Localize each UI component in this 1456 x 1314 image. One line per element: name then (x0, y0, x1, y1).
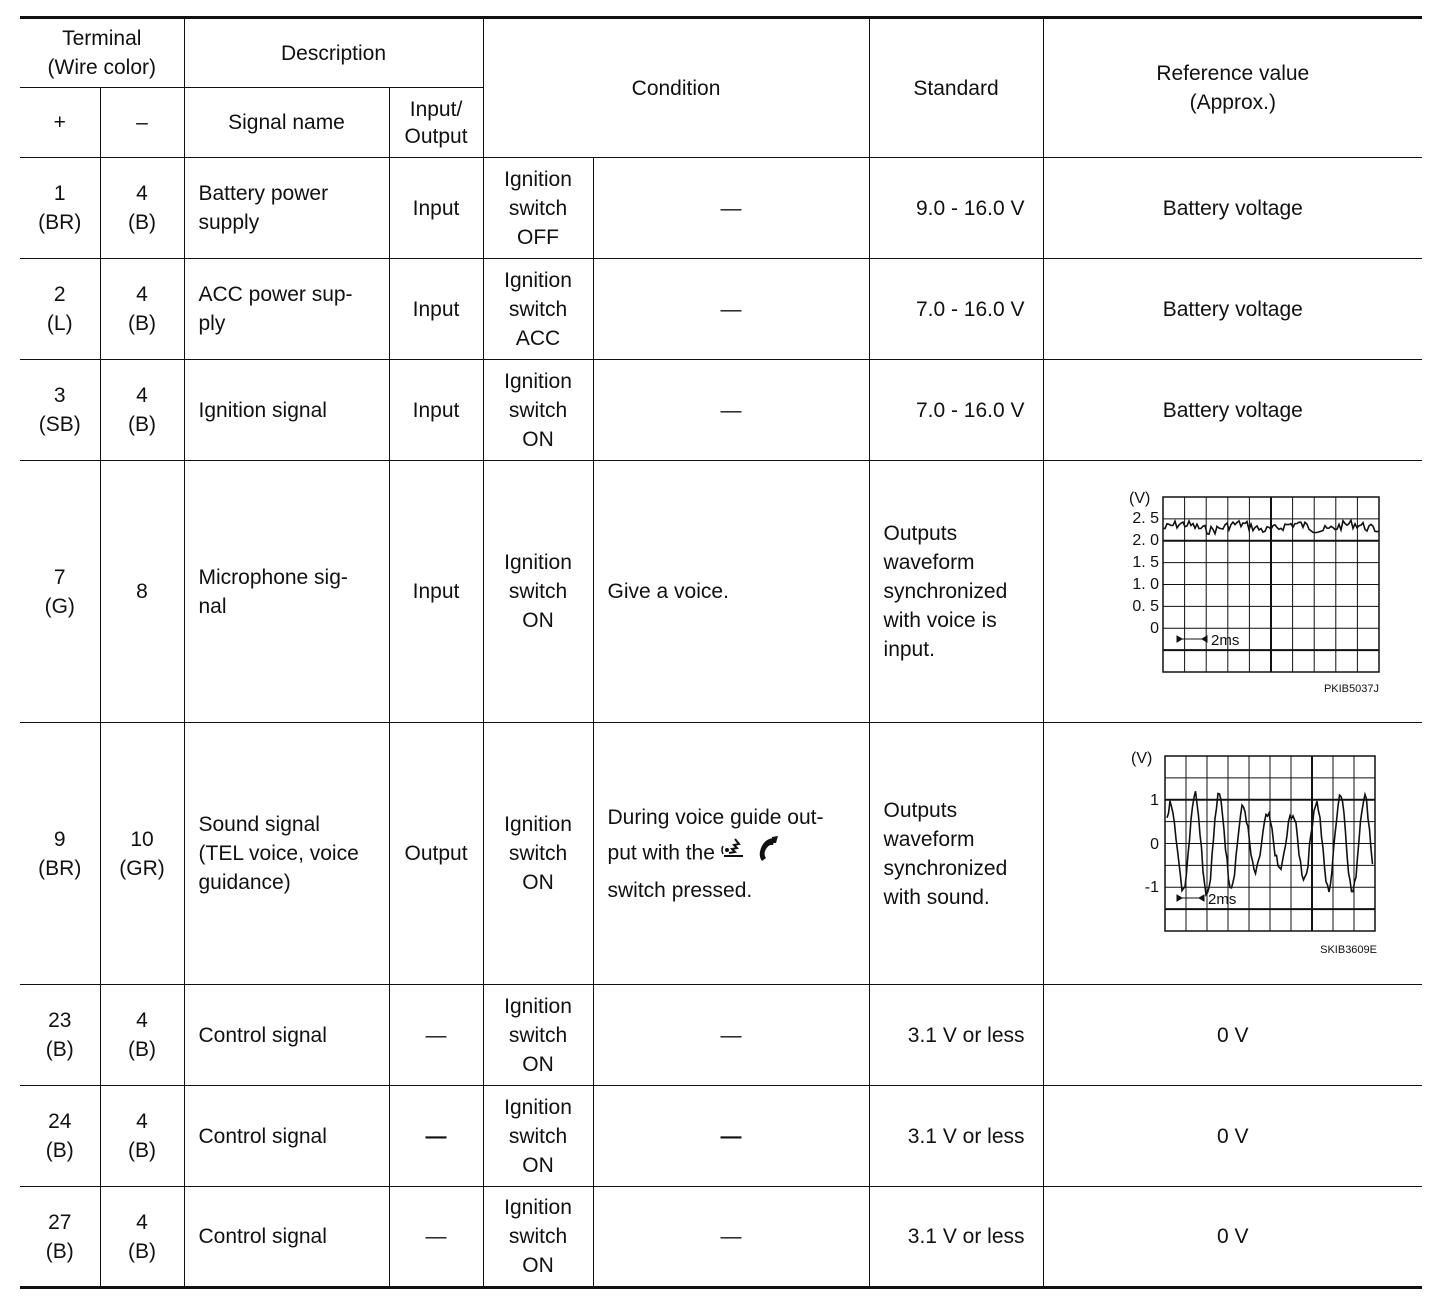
signal-name: Control signal (184, 985, 389, 1086)
wave1-tick: 0. 5 (1132, 597, 1159, 615)
ignition-condition: Ignition switch ON (483, 360, 593, 461)
standard-value: 7.0 - 16.0 V (869, 360, 1043, 461)
table-row (20, 1187, 1422, 1288)
ignition-condition: Ignition switch ACC (483, 259, 593, 360)
terminal-plus: 27 (B) (20, 1187, 100, 1288)
terminal-minus: 4 (B) (100, 158, 184, 259)
table-row (20, 158, 1422, 259)
wave1-figure-code: PKIB5037J (1323, 682, 1379, 695)
input-output: Output (389, 723, 483, 985)
condition-detail: — (593, 360, 869, 461)
standard-value: 3.1 V or less (869, 1187, 1043, 1288)
reference-value: 0 V (1043, 985, 1422, 1086)
condition-detail: — (593, 985, 869, 1086)
signal-name: Sound signal (TEL voice, voice guidance) (184, 723, 389, 985)
wave1-tick: 0 (1149, 619, 1159, 637)
wave2-tick: 0 (1149, 836, 1159, 853)
ignition-condition: Ignition switch ON (483, 1086, 593, 1187)
reference-value: Battery voltage (1043, 158, 1422, 259)
header-terminal: Terminal (Wire color) (20, 18, 184, 88)
terminal-minus: 4 (B) (100, 1187, 184, 1288)
signal-name: ACC power sup- ply (184, 259, 389, 360)
voice-recognition-icon (721, 836, 747, 872)
signal-name: Battery power supply (184, 158, 389, 259)
terminal-minus: 4 (B) (100, 259, 184, 360)
table-row (20, 985, 1422, 1086)
wave2-scale-arrow (1177, 895, 1204, 901)
signal-name: Control signal (184, 1187, 389, 1288)
standard-value: Outputs waveform synchronized with voice is input. (869, 461, 1043, 723)
reference-value: Battery voltage (1043, 360, 1422, 461)
wave1-tick: 2. 0 (1132, 531, 1159, 549)
standard-value: 3.1 V or less (869, 985, 1043, 1086)
input-output: Input (389, 158, 483, 259)
wave1-tick: 2. 5 (1132, 509, 1159, 527)
table-row (20, 461, 1422, 723)
reference-waveform (1043, 723, 1422, 985)
standard-value: 9.0 - 16.0 V (869, 158, 1043, 259)
condition-detail: Give a voice. (593, 461, 869, 723)
wave2-tick: -1 (1144, 879, 1159, 896)
header-minus: – (100, 88, 184, 158)
signal-name: Ignition signal (184, 360, 389, 461)
wave2-tick: 1 (1149, 792, 1159, 809)
table-row (20, 1086, 1422, 1187)
phone-handset-icon (753, 834, 783, 874)
condition-detail: — (593, 1187, 869, 1288)
reference-value: 0 V (1043, 1086, 1422, 1187)
terminal-spec-table (20, 16, 1422, 1289)
condition-detail: — (593, 1086, 869, 1187)
terminal-plus: 3 (SB) (20, 360, 100, 461)
header-condition: Condition (483, 18, 869, 158)
reference-waveform (1043, 461, 1422, 723)
wave1-unit: (V) (1128, 489, 1151, 507)
ignition-condition: Ignition switch ON (483, 723, 593, 985)
header-description: Description (184, 18, 483, 88)
input-output: — (389, 1086, 483, 1187)
input-output: Input (389, 461, 483, 723)
input-output: — (389, 985, 483, 1086)
terminal-plus: 9 (BR) (20, 723, 100, 985)
terminal-plus: 7 (G) (20, 461, 100, 723)
input-output: — (389, 1187, 483, 1288)
header-signal-name: Signal name (184, 88, 389, 158)
ignition-condition: Ignition switch OFF (483, 158, 593, 259)
reference-value: 0 V (1043, 1187, 1422, 1288)
input-output: Input (389, 259, 483, 360)
standard-value: 7.0 - 16.0 V (869, 259, 1043, 360)
ignition-condition: Ignition switch ON (483, 985, 593, 1086)
wave2-figure-code: SKIB3609E (1319, 944, 1377, 956)
ignition-condition: Ignition switch ON (483, 1187, 593, 1288)
terminal-plus: 24 (B) (20, 1086, 100, 1187)
table-row (20, 259, 1422, 360)
microphone-waveform-figure (1083, 487, 1383, 697)
condition-text: During voice guide out- put with the (607, 805, 824, 865)
terminal-plus: 1 (BR) (20, 158, 100, 259)
terminal-minus: 8 (100, 461, 184, 723)
terminal-plus: 2 (L) (20, 259, 100, 360)
terminal-minus: 4 (B) (100, 360, 184, 461)
header-input-output: Input/ Output (389, 88, 483, 158)
standard-value: 3.1 V or less (869, 1086, 1043, 1187)
header-standard: Standard (869, 18, 1043, 158)
ignition-condition: Ignition switch ON (483, 461, 593, 723)
wave1-tick: 1. 0 (1132, 575, 1159, 593)
wave1-scale-arrow (1177, 636, 1207, 642)
wave1-scale: 2ms (1210, 631, 1240, 649)
condition-detail: — (593, 259, 869, 360)
sound-waveform-figure (1083, 746, 1383, 961)
reference-value: Battery voltage (1043, 259, 1422, 360)
table-row (20, 723, 1422, 985)
wave2-unit: (V) (1130, 750, 1153, 767)
signal-name: Control signal (184, 1086, 389, 1187)
header-plus: + (20, 88, 100, 158)
terminal-minus: 10 (GR) (100, 723, 184, 985)
condition-detail (593, 723, 869, 985)
table-row (20, 360, 1422, 461)
wave2-scale: 2ms (1207, 891, 1237, 908)
terminal-plus: 23 (B) (20, 985, 100, 1086)
condition-detail: — (593, 158, 869, 259)
header-reference: Reference value (Approx.) (1043, 18, 1422, 158)
wave1-tick: 1. 5 (1132, 553, 1159, 571)
condition-text: switch pressed. (607, 878, 753, 902)
input-output: Input (389, 360, 483, 461)
terminal-minus: 4 (B) (100, 1086, 184, 1187)
terminal-minus: 4 (B) (100, 985, 184, 1086)
signal-name: Microphone sig- nal (184, 461, 389, 723)
standard-value: Outputs waveform synchronized with sound. (869, 723, 1043, 985)
